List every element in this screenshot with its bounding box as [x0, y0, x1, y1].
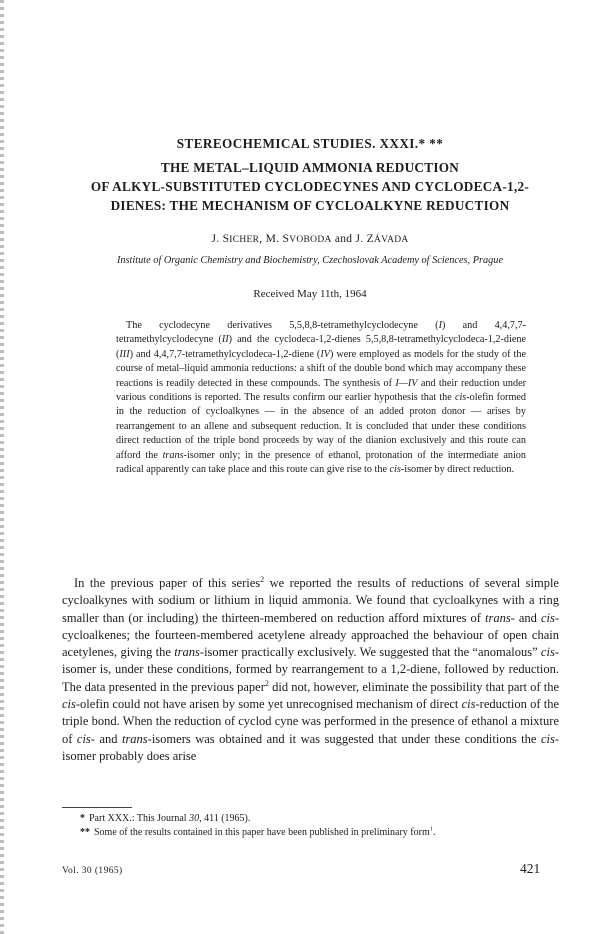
body-text-run: - and — [510, 610, 541, 625]
body-paragraph — [62, 575, 559, 765]
body-text-run: In the previous paper of this series — [74, 576, 261, 590]
footnote-mark: ** — [80, 826, 90, 838]
body-text-run: -isomers was obtained and it was suggested that under these conditions the — [147, 731, 541, 746]
isomer-term: trans — [162, 449, 184, 461]
body-text-run: -reduction of the triple bond. When the reduction of cyclod cyne was performed in the presence of ethanol a mixture of — [62, 697, 559, 746]
abstract — [116, 319, 526, 477]
isomer-term: cis — [389, 464, 401, 476]
footnote-text: Part XXX.: This Journal — [89, 813, 190, 824]
citation-ref: 1 — [429, 825, 433, 833]
isomer-term: cis — [461, 697, 476, 712]
title-line: DIENES: THE MECHANISM OF CYCLOALKYNE REDUCTION — [110, 198, 510, 213]
author-name-smallcaps: ÁVADA — [373, 235, 409, 245]
isomer-term: cis — [76, 731, 91, 746]
series-title-text: STEREOCHEMICAL STUDIES. XXXI. — [176, 136, 419, 151]
compound-ref: II — [221, 334, 229, 346]
body-text-run: we reported the results of reductions of several simple cycloalkynes with sodium or lithium in liquid ammonia. We found that cycloalkynes with a ring smaller than (or including) the thirteen-membered on reduction afford mixtures of — [62, 576, 559, 625]
author-name: J. Z — [355, 233, 374, 245]
affiliation: Institute of Organic Chemistry and Biochemistry, Czechoslovak Academy of Sciences, Prague — [116, 255, 504, 266]
abstract-text: -isomer only; in the presence of ethanol, protonation of the intermediate anion radical apparently can take place and this route can give rise to the — [116, 449, 526, 476]
footnote-text: , 411 (1965). — [199, 813, 251, 824]
series-title — [40, 136, 580, 152]
binding-edge — [0, 0, 4, 934]
author-separator: , — [259, 233, 266, 245]
author-name-smallcaps: ICHER — [229, 235, 260, 245]
footnote — [80, 812, 559, 826]
compound-ref: I — [438, 320, 442, 331]
footnote — [80, 826, 559, 840]
title-line: THE METAL–LIQUID AMMONIA REDUCTION — [160, 160, 460, 175]
citation-ref: 2 — [260, 574, 265, 584]
isomer-term: trans — [484, 610, 511, 625]
abstract-text: ) were employed as models for the study of the course of metal–liquid ammonia reductions: a shift of the double bond which may accompany these reactions is readily detected in these compounds. The synthesis of — [116, 348, 526, 389]
abstract-text: ) and the cyclodeca-1,2-dienes 5,5,8,8-tetramethylcyclodeca-1,2-diene ( — [116, 334, 526, 360]
page-number: 421 — [520, 861, 541, 876]
isomer-term: trans — [121, 731, 148, 746]
author-list — [40, 233, 580, 245]
abstract-text: ) and 4,4,7,7-tetramethylcyclodeca-1,2-diene ( — [129, 348, 321, 360]
body-text-run: -isomer probably does arise — [62, 731, 559, 763]
abstract-paragraph — [116, 319, 526, 477]
citation-ref: 2 — [264, 678, 269, 688]
footnote-text: Some of the results contained in this paper have been published in preliminary form — [94, 826, 430, 838]
journal-volume: Vol. 30 (1965) — [62, 866, 123, 876]
author-name: J. S — [211, 233, 230, 245]
compound-ref: IV — [320, 348, 330, 360]
received-date: Received May 11th, 1964 — [253, 288, 367, 300]
article-title — [40, 158, 580, 215]
isomer-term: trans — [174, 645, 200, 660]
footnote-mark: * — [80, 813, 85, 824]
isomer-term: cis — [540, 731, 555, 746]
isomer-term: cis — [454, 392, 467, 404]
abstract-text: ) and 4,4,7,7-tetramethylcyclodecyne ( — [116, 320, 526, 346]
compound-ref: I—IV — [395, 377, 418, 389]
body-text-run: - and — [90, 731, 122, 746]
body-text-run: -cycloalkenes; the fourteen-membered acetylene already approached the behaviour of open chain acetylenes, giving the — [62, 610, 559, 660]
isomer-term: cis — [540, 645, 555, 660]
body-text-run: did not, however, eliminate the possibility that part of the — [268, 679, 560, 694]
body-text-run: -isomer is, under these conditions, formed by rearrangement to a 1,2-diene, followed by reduction. The data presented in the previous paper — [62, 645, 559, 694]
footnote-rule — [62, 807, 132, 808]
footnotes — [62, 812, 559, 839]
isomer-term: cis — [540, 610, 555, 625]
body-text-run: -olefin could not have arisen by some yet unrecognised mechanism of direct — [75, 697, 462, 712]
abstract-text: -isomer by direct reduction. — [400, 464, 515, 476]
body-text — [62, 575, 559, 765]
compound-ref: III — [119, 348, 130, 360]
author-name-smallcaps: VOBODA — [289, 235, 332, 245]
footnote-volume: 30 — [189, 813, 200, 824]
footnote-text: . — [433, 826, 436, 838]
abstract-text: and their reduction under various conditions is reported. The results confirm our earlier hypothesis that the — [116, 377, 527, 404]
body-text-run: -isomer practically exclusively. We suggested that the “anomalous” — [199, 645, 541, 660]
series-title-marks: * ** — [418, 136, 444, 151]
isomer-term: cis — [62, 697, 76, 712]
author-separator: and — [331, 233, 356, 245]
title-line: OF ALKYL-SUBSTITUTED CYCLODECYNES AND CYCLODECA-1,2- — [90, 179, 530, 194]
abstract-text: -olefin formed in the reduction of cycloalkynes — in the absence of an added proton donor — arises by rearrangement to an allene and subsequent reduction. It is concluded that under these conditions direct reduction of the triple bond proceeds by way of the dianion exclusively and this route can afford the — [116, 392, 526, 461]
author-name: M. S — [265, 233, 290, 245]
abstract-text: The cyclodecyne derivatives 5,5,8,8-tetramethylcyclodecyne ( — [126, 320, 439, 331]
